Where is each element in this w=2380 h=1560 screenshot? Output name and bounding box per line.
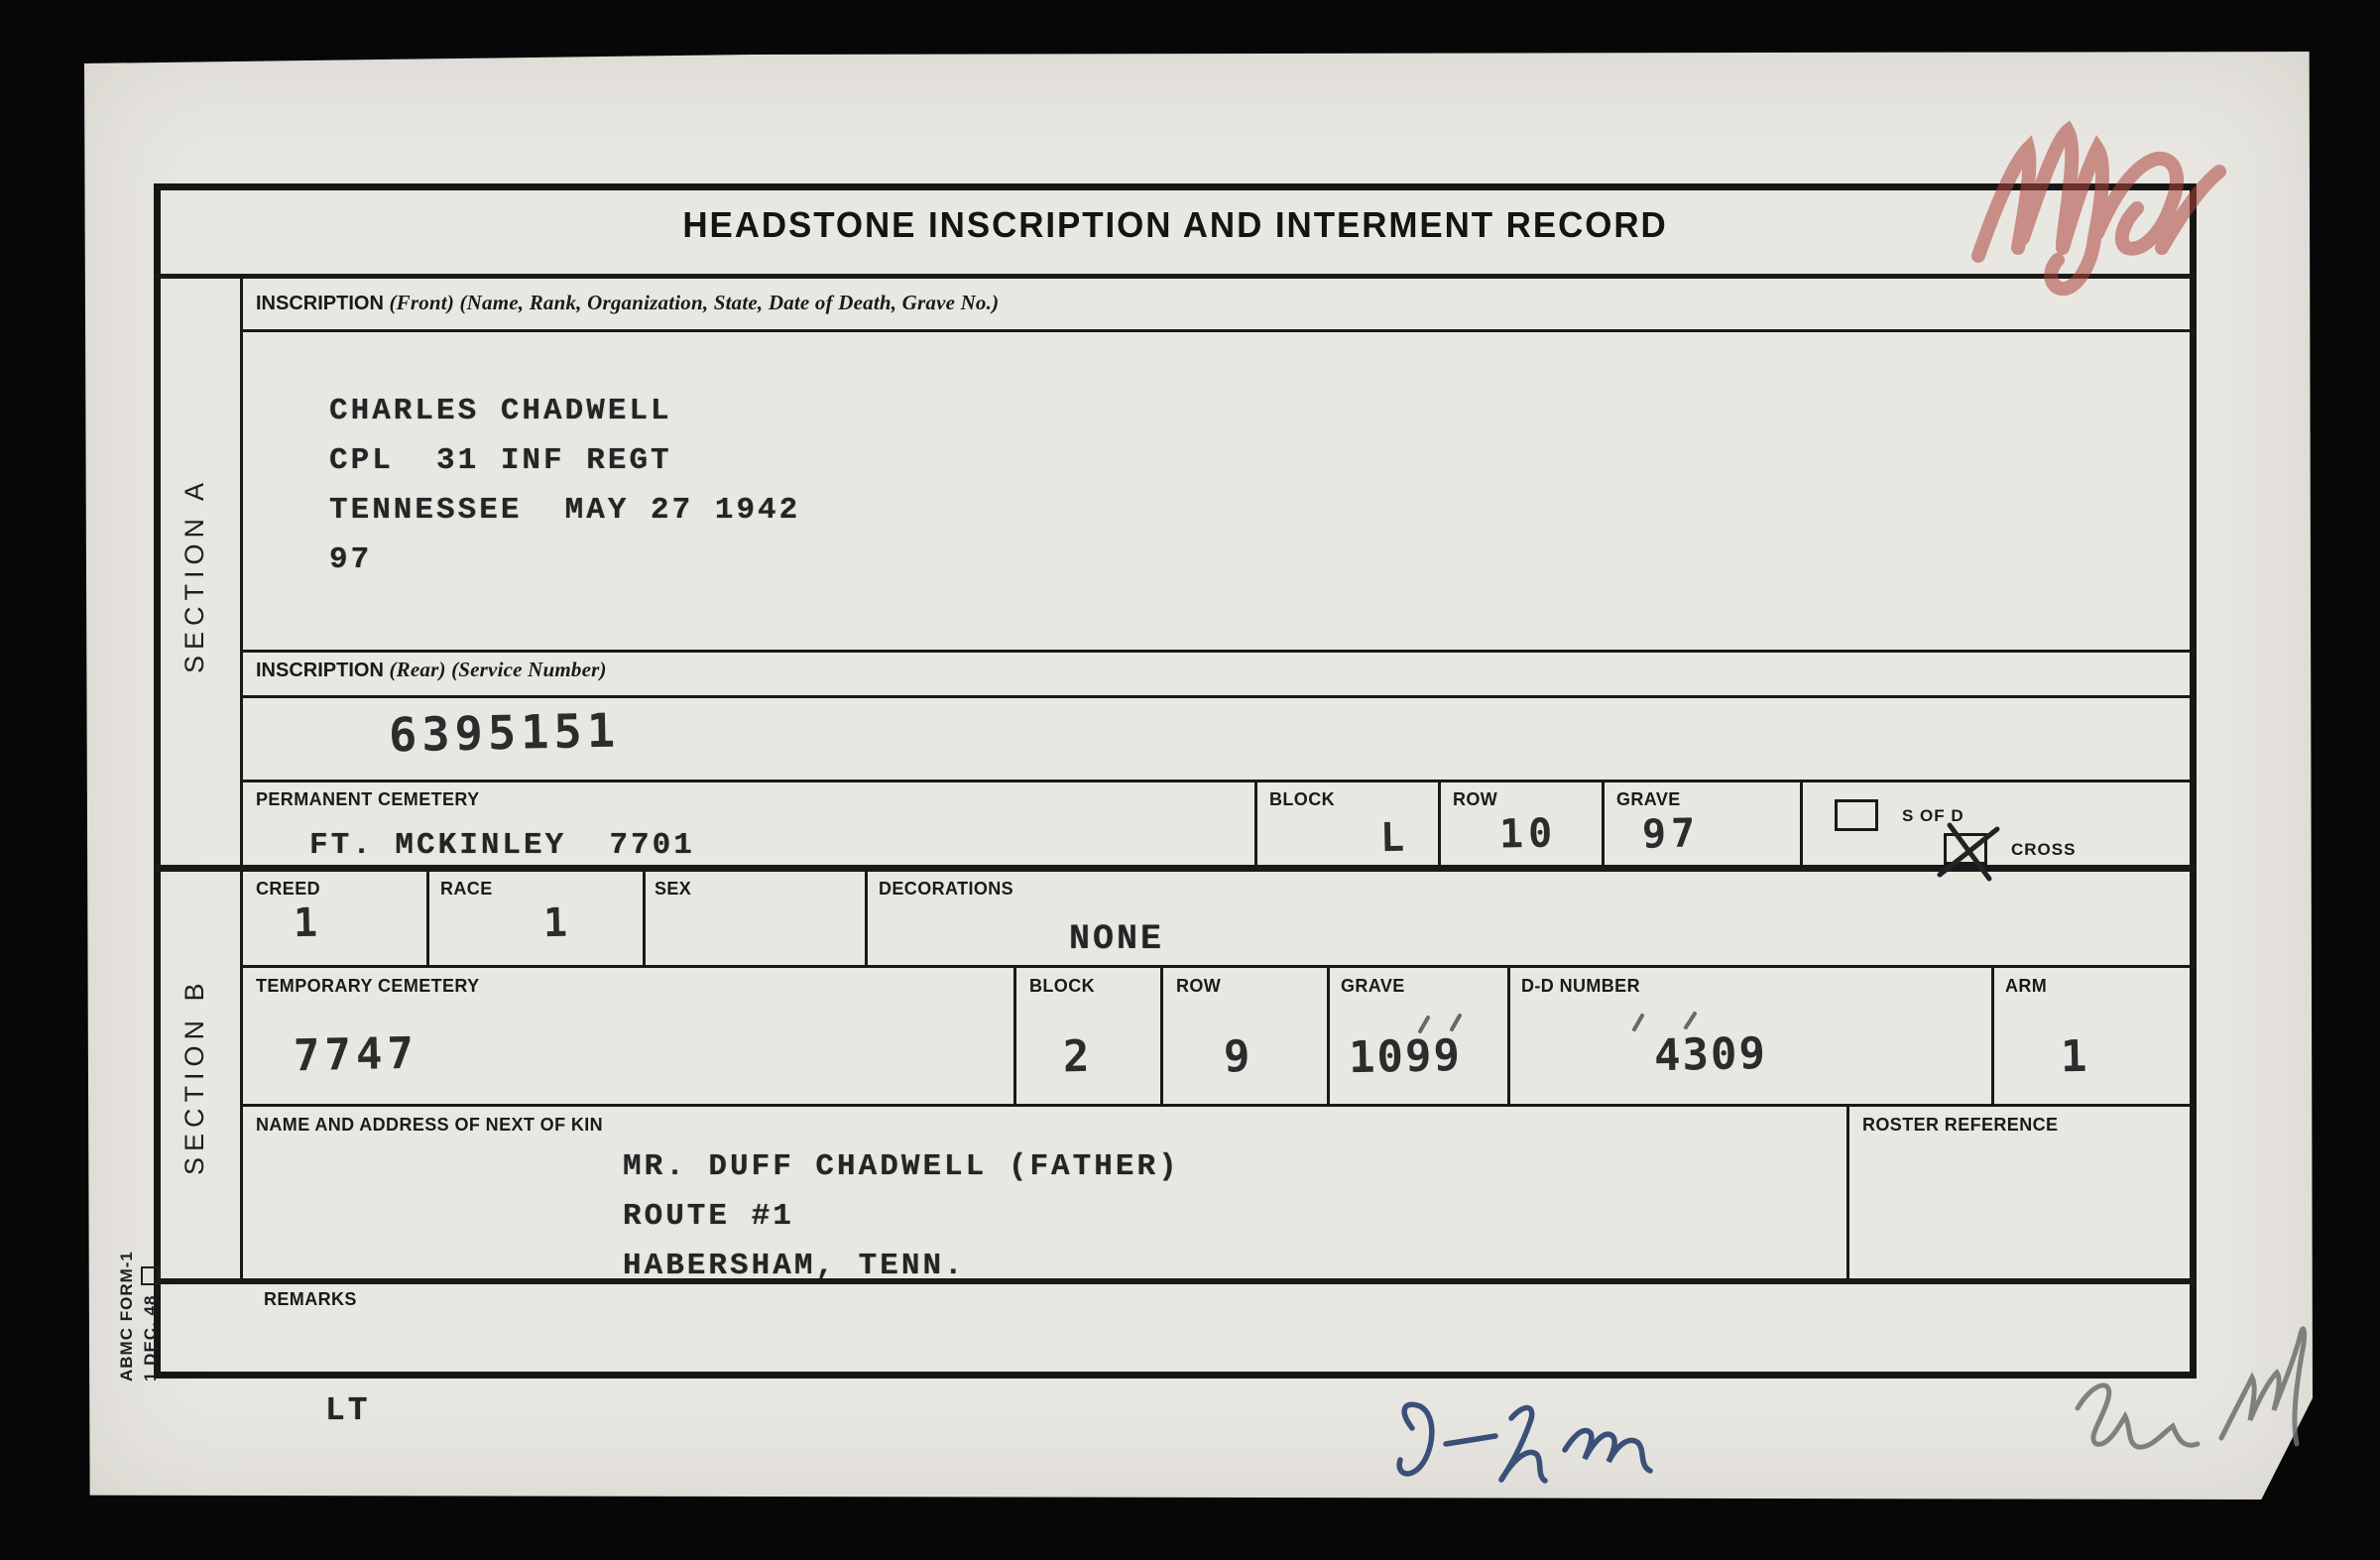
divider bbox=[1327, 968, 1330, 1104]
divider bbox=[1507, 968, 1510, 1104]
permanent-cemetery-value: FT. MCKINLEY 7701 bbox=[309, 828, 695, 863]
inscription-front-line-2: CPL 31 INF REGT bbox=[329, 443, 672, 478]
inscription-front-label-detail: (Front) (Name, Rank, Organization, State, Date of Death, Grave No.) bbox=[389, 291, 1000, 314]
service-number-value: 6395151 bbox=[388, 703, 621, 764]
form-date: 1 DEC. 48 bbox=[141, 1294, 160, 1381]
divider bbox=[243, 695, 2197, 698]
perm-grave-value: 97 bbox=[1641, 810, 1701, 858]
next-of-kin-line-2: ROUTE #1 bbox=[623, 1199, 794, 1234]
arm-value: 1 bbox=[2060, 1030, 2093, 1083]
form-title: HEADSTONE INSCRIPTION AND INTERMENT RECORD bbox=[682, 204, 1668, 245]
next-of-kin-line-3: HABERSHAM, TENN. bbox=[623, 1249, 966, 1283]
divider bbox=[243, 329, 2197, 332]
decorations-label: DECORATIONS bbox=[879, 879, 1014, 899]
perm-block-label: BLOCK bbox=[1269, 789, 1335, 809]
inscription-front-label-main: INSCRIPTION bbox=[256, 293, 390, 314]
section-column-line bbox=[240, 279, 243, 1278]
cross-checkbox bbox=[1944, 833, 1987, 865]
temp-block-label: BLOCK bbox=[1029, 976, 1095, 996]
decorations-value: NONE bbox=[1069, 919, 1165, 959]
temporary-cemetery-label: TEMPORARY CEMETERY bbox=[256, 976, 480, 996]
remarks-label: REMARKS bbox=[264, 1289, 357, 1309]
perm-block-value: L bbox=[1379, 814, 1410, 862]
race-label: RACE bbox=[440, 879, 493, 899]
form-date-checkbox bbox=[142, 1266, 161, 1285]
divider bbox=[243, 1104, 2197, 1107]
next-of-kin-line-1: MR. DUFF CHADWELL (FATHER) bbox=[623, 1149, 1180, 1184]
divider bbox=[865, 872, 868, 965]
temp-block-value: 2 bbox=[1062, 1030, 1096, 1083]
divider bbox=[154, 274, 2197, 279]
race-value: 1 bbox=[542, 900, 573, 947]
sex-label: SEX bbox=[654, 879, 692, 899]
divider bbox=[243, 650, 2197, 653]
temp-row-value: 9 bbox=[1223, 1030, 1256, 1083]
creed-label: CREED bbox=[256, 879, 321, 899]
temp-grave-value: 1099 bbox=[1348, 1029, 1463, 1084]
perm-row-label: ROW bbox=[1453, 789, 1498, 809]
remarks-divider bbox=[154, 1278, 2197, 1284]
divider bbox=[1438, 780, 1441, 865]
s-of-d-checkbox bbox=[1835, 799, 1878, 831]
divider bbox=[243, 780, 2197, 782]
next-of-kin-label: NAME AND ADDRESS OF NEXT OF KIN bbox=[256, 1115, 604, 1135]
divider bbox=[643, 872, 646, 965]
footer-typed-initials: LT bbox=[325, 1392, 371, 1429]
divider bbox=[1800, 780, 1803, 865]
temp-row-label: ROW bbox=[1176, 976, 1222, 996]
form-number: ABMC FORM-1 bbox=[117, 1251, 136, 1381]
temp-grave-label: GRAVE bbox=[1341, 976, 1405, 996]
form-number-block bbox=[115, 1218, 163, 1381]
arm-label: ARM bbox=[2005, 976, 2048, 996]
inscription-front-line-4: 97 bbox=[329, 542, 373, 577]
section-a-label: SECTION A bbox=[179, 476, 209, 674]
divider bbox=[1013, 968, 1016, 1104]
divider bbox=[1254, 780, 1257, 865]
roster-reference-label: ROSTER REFERENCE bbox=[1862, 1115, 2059, 1135]
inscription-rear-label bbox=[256, 658, 607, 682]
creed-value: 1 bbox=[293, 900, 323, 947]
divider bbox=[1602, 780, 1605, 865]
perm-grave-label: GRAVE bbox=[1616, 789, 1681, 809]
s-of-d-checkbox-label: S OF D bbox=[1902, 806, 1964, 825]
temporary-cemetery-value: 7747 bbox=[293, 1027, 419, 1082]
perm-row-value: 10 bbox=[1498, 810, 1558, 858]
permanent-cemetery-label: PERMANENT CEMETERY bbox=[256, 789, 480, 809]
divider bbox=[243, 965, 2197, 968]
inscription-rear-label-main: INSCRIPTION bbox=[256, 660, 390, 681]
divider bbox=[1846, 1107, 1849, 1278]
dd-number-value: 4309 bbox=[1653, 1027, 1768, 1082]
inscription-front-line-3: TENNESSEE MAY 27 1942 bbox=[329, 493, 801, 528]
inscription-rear-label-detail: (Rear) (Service Number) bbox=[389, 658, 607, 681]
dd-number-label: D-D NUMBER bbox=[1521, 976, 1640, 996]
divider bbox=[1160, 968, 1163, 1104]
divider bbox=[1991, 968, 1994, 1104]
inscription-front-label bbox=[256, 291, 999, 315]
inscription-front-line-1: CHARLES CHADWELL bbox=[329, 394, 672, 428]
section-b-label: SECTION B bbox=[179, 977, 209, 1175]
cross-checkbox-label: CROSS bbox=[2011, 840, 2077, 859]
divider bbox=[426, 872, 429, 965]
